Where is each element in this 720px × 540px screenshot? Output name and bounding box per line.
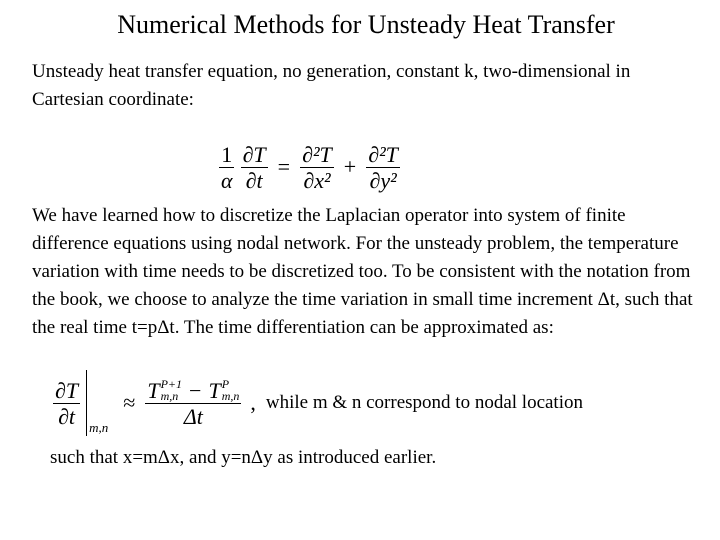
equals-sign: = [277,154,291,179]
T-future: T [147,377,160,403]
denominator: Δt [183,403,203,429]
heat-equation [216,138,403,196]
evaluated-derivative [50,370,87,436]
fraction-d2T-dy2 [366,142,400,193]
numerator: ∂T [55,377,79,403]
numerator: 1 [221,141,233,167]
minus-sign: − [189,377,202,403]
fraction-one-over-alpha [219,142,235,193]
denominator: ∂t [58,403,76,429]
time-derivative-approximation [50,368,583,438]
numerator: ∂²T [302,141,332,167]
plus-sign: + [343,154,357,179]
denominator: ∂y² [369,167,397,193]
superscript-p: P [221,377,230,391]
finite-difference-fraction [145,378,241,429]
denominator: ∂t [245,167,263,193]
superscript-p-plus-1: P+1 [160,377,183,391]
subscript-m-n: m,n [221,389,240,403]
fraction-dT-dt [241,142,268,193]
numerator: ∂T [242,141,266,167]
slide-title: Numerical Methods for Unsteady Heat Transfer [117,10,615,39]
intro-paragraph: Unsteady heat transfer equation, no generation, constant k, two-dimensional in Cartesian coordinate: [32,61,631,110]
tail-text: such that x=mΔx, and y=nΔy as introduced earlier. [50,447,437,468]
fraction-dT-dt [53,378,80,429]
numerator [145,378,241,404]
denominator: α [221,167,233,193]
fraction-d2T-dx2 [300,142,334,193]
while-text: while m & n correspond to nodal location [265,392,583,413]
body-paragraph: We have learned how to discretize the Laplacian operator into system of finite difference equations using nodal network. For the unsteady problem, the temperature variation with time needs to be discretized too. To be consistent with the notation from the book, we choose to analyze the time variation in small time increment Δt, such that the real time t=pΔt. The time differentiation can be approximated as: [32,205,693,338]
evaluation-subscript: m,n [89,420,109,435]
denominator: ∂x² [303,167,331,193]
approx-sign: ≈ [123,390,136,415]
numerator: ∂²T [368,141,398,167]
T-current: T [208,377,221,403]
comma: , [250,390,256,415]
subscript-m-n: m,n [160,389,179,403]
